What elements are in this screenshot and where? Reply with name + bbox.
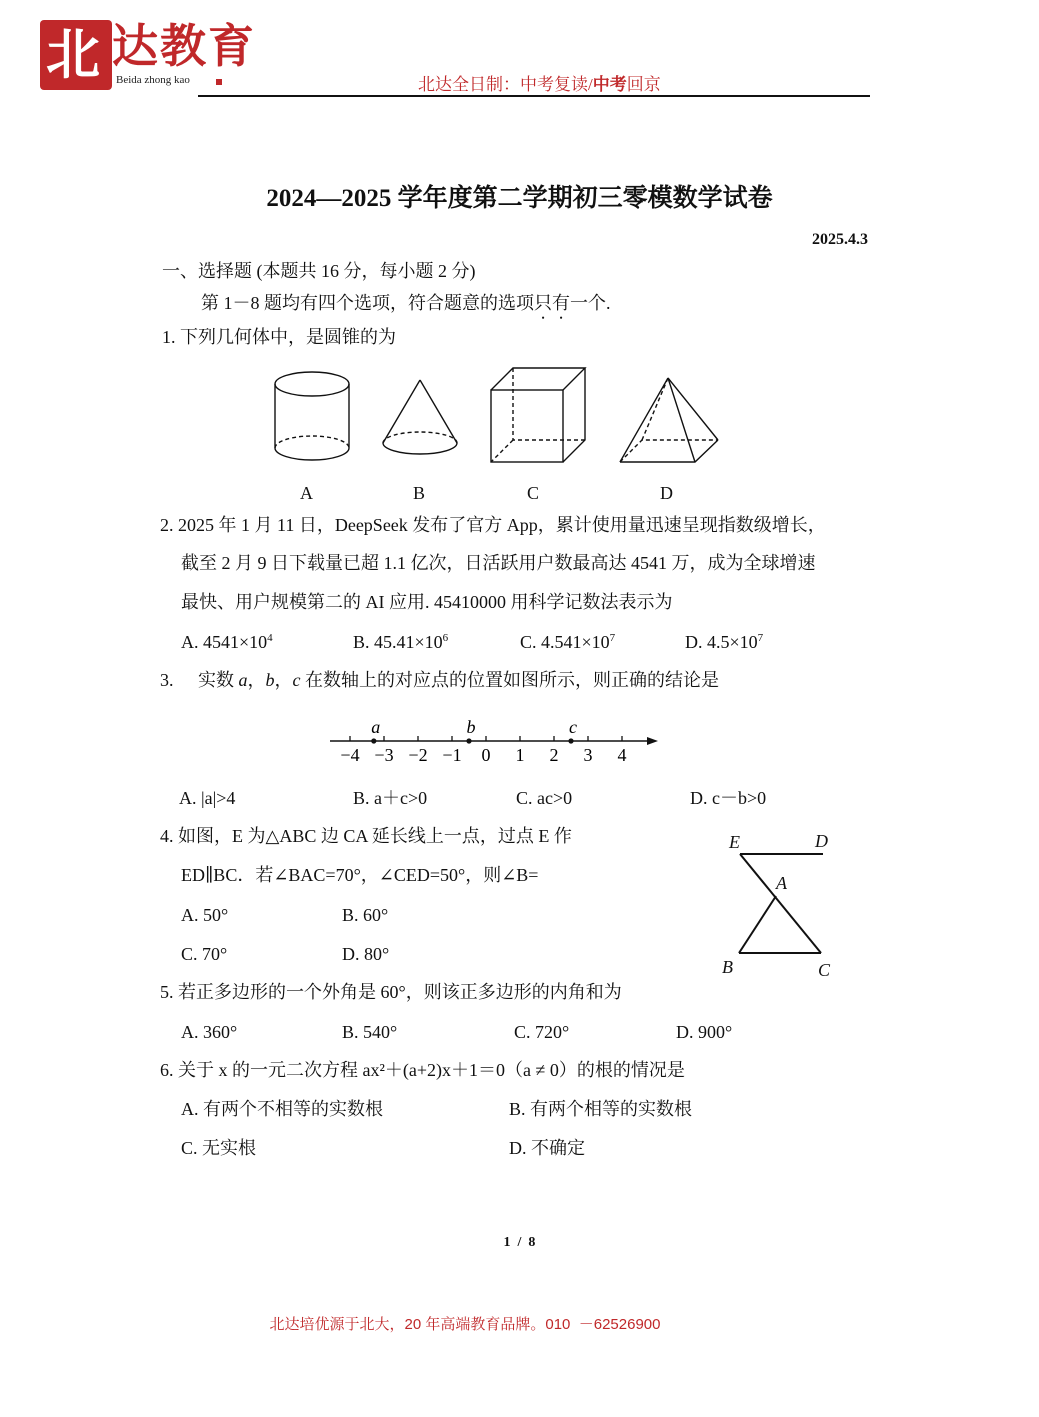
logo-subtitle: Beida zhong kao [116,74,190,86]
number-line-arrow [647,737,658,745]
q3-option-d: D. c－b>0 [690,788,767,808]
instruction-emphasis: 只有 [534,293,570,313]
q2-option-b-exp: 6 [442,632,449,644]
q2-option-a-exp: 4 [267,632,273,644]
q6-option-a: A. 有两个不相等的实数根 [181,1099,383,1119]
triangle-figure [720,825,850,985]
question-6-stem: 6. 关于 x 的一元二次方程 ax²＋(a+2)x＋1＝0（a ≠ 0）的根的情况是 [160,1060,685,1080]
q1-label-b: B [413,483,426,503]
header-rule [198,95,870,97]
pyramid-shape [620,378,718,462]
number-line-tick-label: 4 [617,745,627,765]
label-d: D [815,831,828,851]
q6-option-b: B. 有两个相等的实数根 [509,1099,693,1119]
q1-label-a: A [300,483,313,503]
label-c: C [818,960,831,980]
number-line-point-label: a [371,717,381,737]
page-number: 1 / 8 [503,1235,536,1250]
logo-char: 北 [46,22,100,86]
section-heading: 一、选择题 (本题共 16 分，每小题 2 分) [162,261,476,281]
header-tagline [418,73,661,97]
q3-text-a: 实数 [198,670,239,690]
q5-option-a: A. 360° [181,1022,238,1042]
label-b: B [722,957,733,977]
q4-option-b: B. 60° [342,905,389,925]
number-line-point-c [568,738,573,743]
number-line-figure [325,712,665,772]
header [30,10,880,100]
question-4-line-2: ED∥BC．若∠BAC=70°，∠CED=50°，则∠B= [181,865,539,885]
q6-option-d: D. 不确定 [509,1138,585,1158]
number-line-tick-label: −3 [374,745,394,765]
number-line-tick-label: 3 [583,745,593,765]
q6-option-c: C. 无实根 [181,1138,257,1158]
page-title: 2024—2025 学年度第二学期初三零模数学试卷 [266,185,773,212]
q3-var-a: a [238,670,248,690]
q5-option-c: C. 720° [514,1022,570,1042]
number-line-point-label: b [466,717,476,737]
q2-option-b [353,630,448,654]
q2-option-d [685,630,763,654]
question-2-line-2: 截至 2 月 9 日下载量已超 1.1 亿次，日活跃用户数最高达 4541 万，成为全球增速 [181,553,816,573]
question-4-line-1: 4. 如图，E 为△ABC 边 CA 延长线上一点，过点 E 作 [160,826,572,846]
logo-badge [40,20,112,90]
number-line-tick-label: 0 [481,745,491,765]
q4-option-c: C. 70° [181,944,228,964]
q3-var-c: c [292,670,301,690]
question-2-line-3: 最快、用户规模第二的 AI 应用. 45410000 用科学记数法表示为 [181,592,673,612]
q2-option-c [520,630,615,654]
number-line-point-label: c [569,717,577,737]
q1-solids-figure [260,360,740,470]
q2-option-b-base: B. 45.41×10 [353,632,443,652]
question-1-stem: 1. 下列几何体中，是圆锥的为 [162,327,396,347]
segment-ab [739,896,776,953]
q3-var-b: b [265,670,275,690]
section-instruction [201,291,611,323]
logo-square [216,79,222,85]
footer-slogan: 北达培优源于北大，20 年高端教育品牌。010 －62526900 [269,1316,661,1333]
number-line-tick-label: −2 [408,745,428,765]
cone-shape [383,380,457,454]
q5-option-b: B. 540° [342,1022,398,1042]
logo-name: 达教育 [112,19,256,73]
q4-option-a: A. 50° [181,905,229,925]
q3-text-b: 在数轴上的对应点的位置如图所示，则正确的结论是 [300,670,719,690]
tagline-part1: 北达全日制：中考复读/ [418,75,593,94]
number-line-point-a [371,738,376,743]
segment-ec [740,854,821,953]
q2-option-c-exp: 7 [609,632,616,644]
label-a: A [776,873,787,893]
q2-option-c-base: C. 4.541×10 [520,632,610,652]
q1-label-c: C [527,483,540,503]
q5-option-d: D. 900° [676,1022,733,1042]
q3-option-c: C. ac>0 [516,788,573,808]
number-line-point-b [466,738,471,743]
number-line-tick-label: −4 [340,745,360,765]
q3-number: 3. [160,670,174,690]
q2-option-a-base: A. 4541×10 [181,632,268,652]
tagline-part3: 回京 [626,75,661,94]
number-line-tick-label: −1 [442,745,462,765]
question-5-stem: 5. 若正多边形的一个外角是 60°，则该正多边形的内角和为 [160,982,622,1002]
q2-option-d-exp: 7 [757,632,764,644]
tagline-part2: 中考 [592,75,627,94]
q3-sep-2: ， [274,670,293,690]
exam-date: 2025.4.3 [812,231,868,248]
q2-option-d-base: D. 4.5×10 [685,632,758,652]
number-line-tick-label: 2 [549,745,559,765]
q3-option-a: A. |a|>4 [179,788,236,808]
question-3-stem [160,668,719,692]
label-e: E [729,832,740,852]
q1-label-d: D [660,483,673,503]
instruction-text: 第 1－8 题均有四个选项，符合题意的选项 [201,293,534,313]
q2-option-a [181,630,273,654]
q3-option-b: B. a＋c>0 [353,788,428,808]
cube-shape [491,368,585,462]
q3-sep-1: ， [247,670,266,690]
number-line-tick-label: 1 [515,745,525,765]
q4-option-d: D. 80° [342,944,390,964]
question-2-line-1: 2. 2025 年 1 月 11 日，DeepSeek 发布了官方 App，累计使用量迅速呈现指数级增长， [160,515,826,535]
cylinder-shape [275,372,349,460]
instruction-tail: 一个. [570,293,611,313]
